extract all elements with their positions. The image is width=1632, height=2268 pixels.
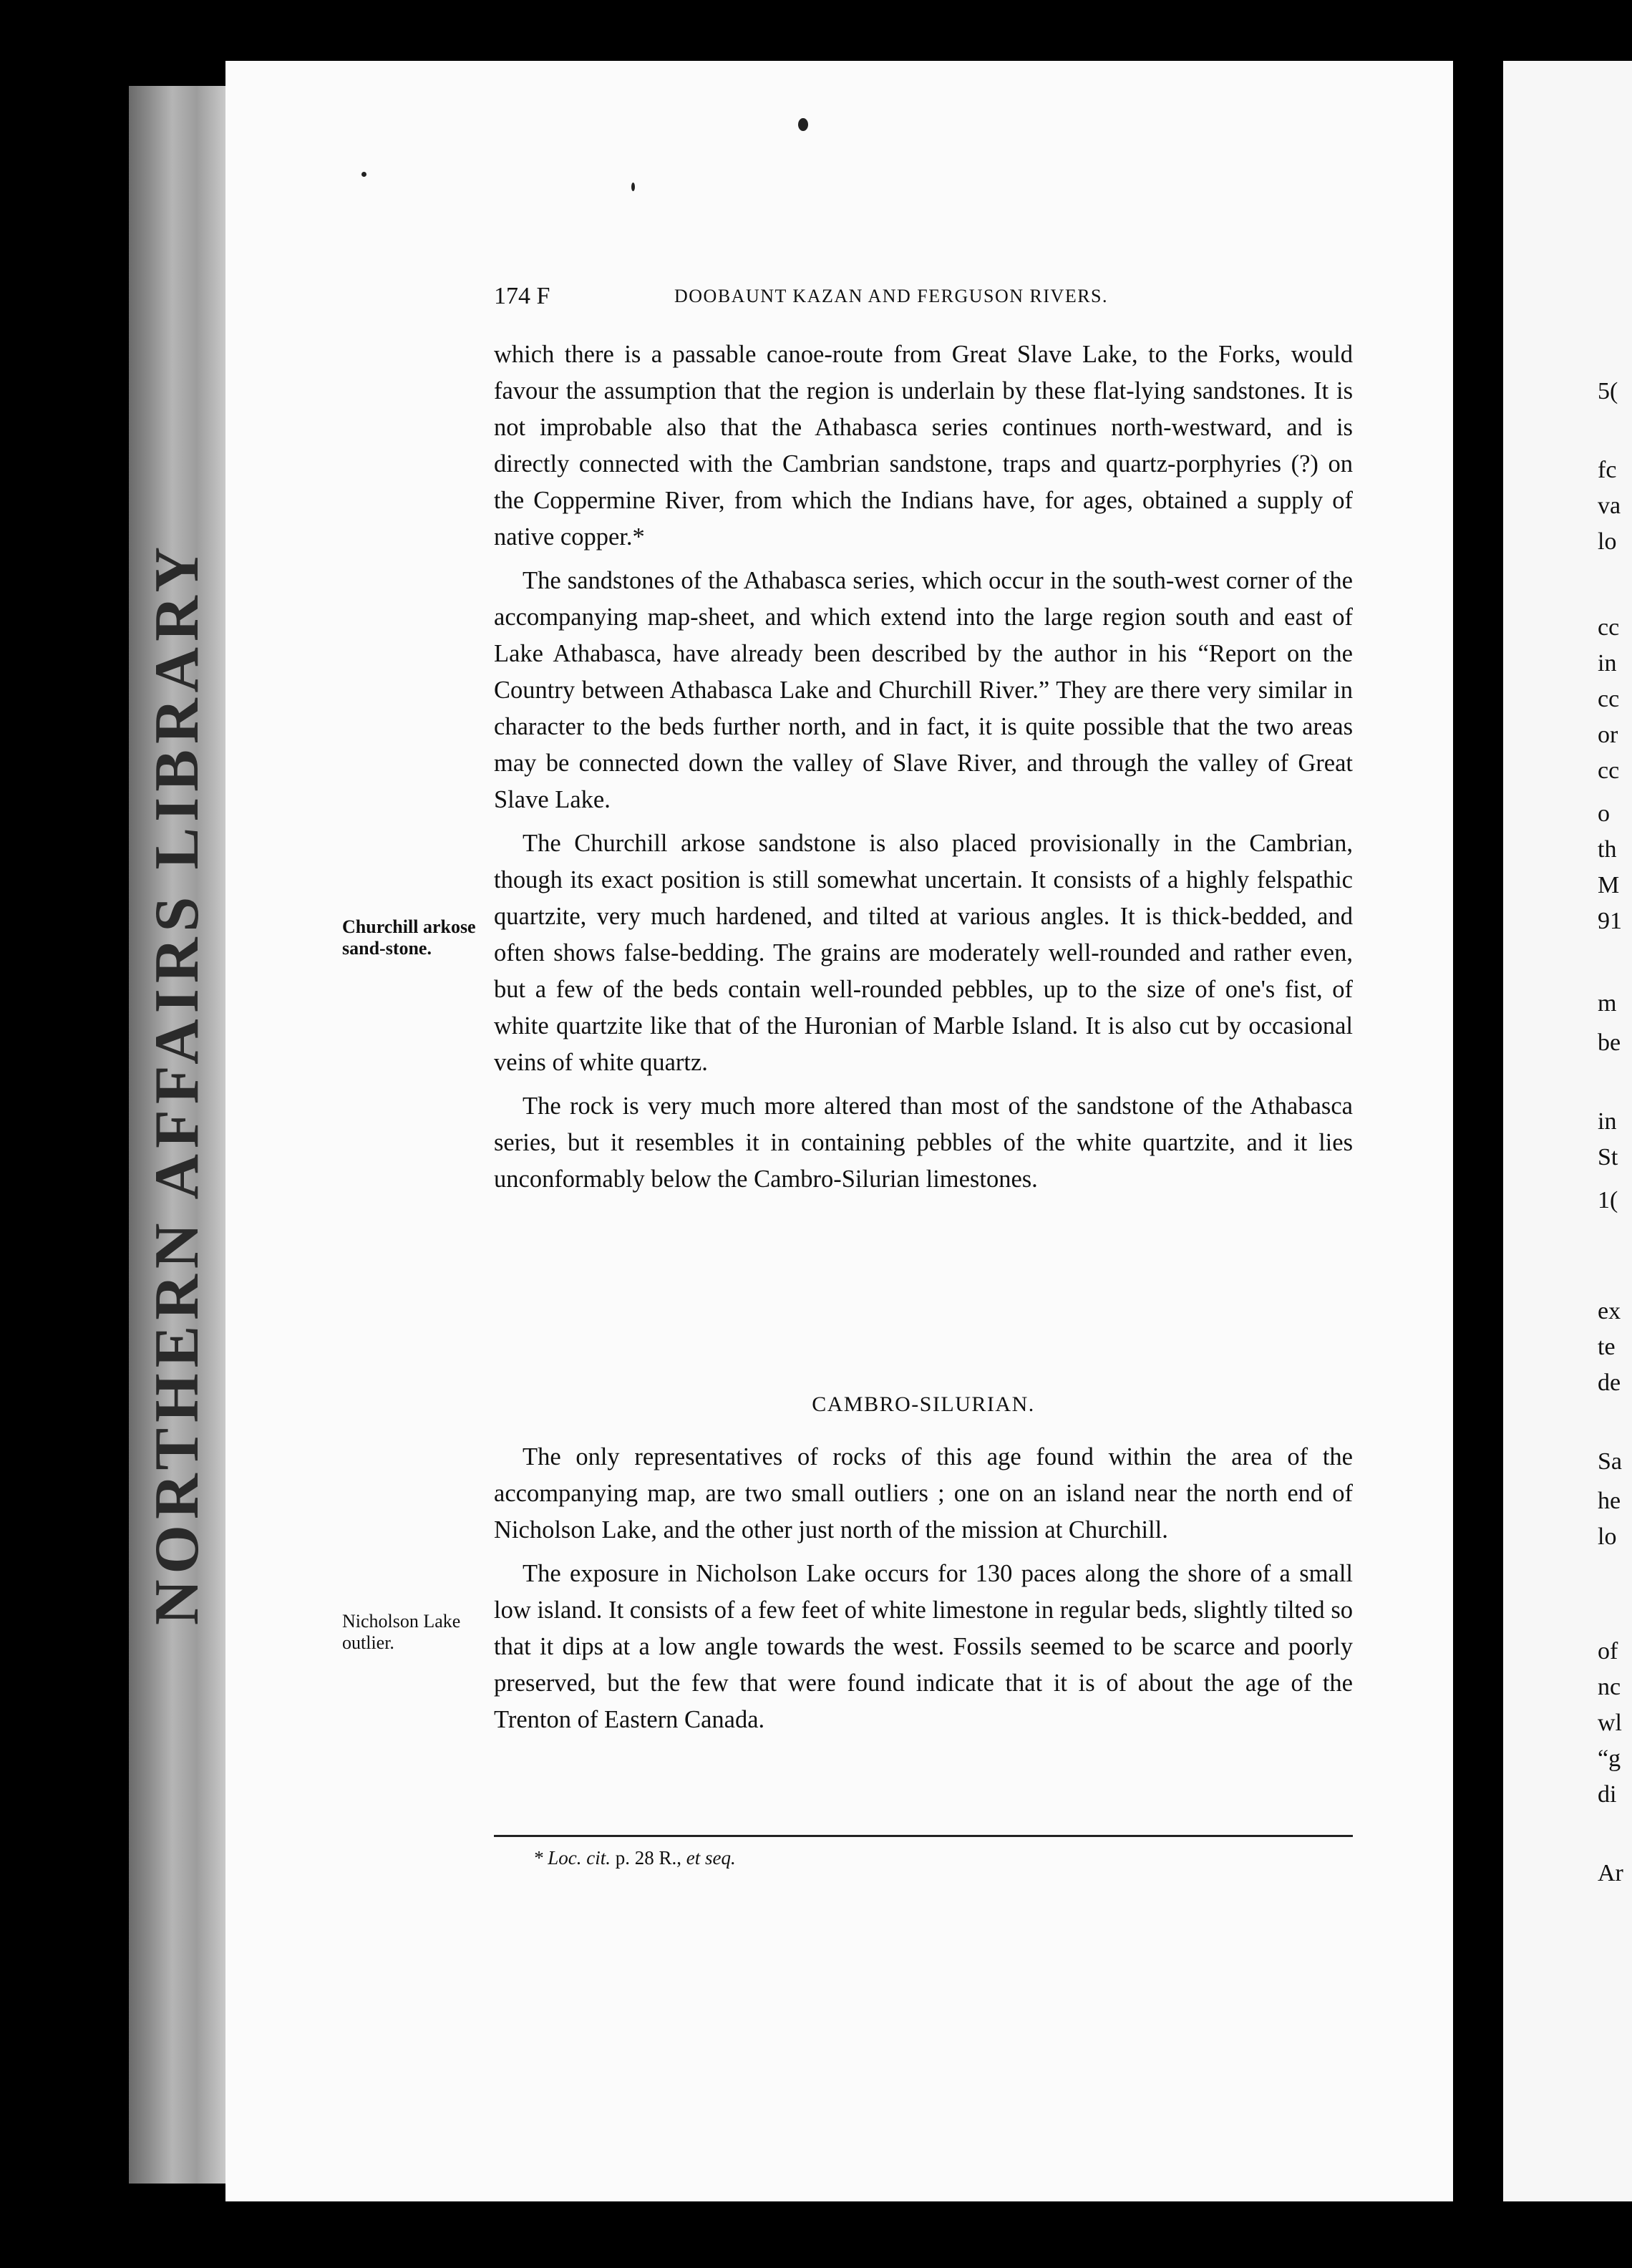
right-page-fragment: cc xyxy=(1598,686,1620,712)
running-title: DOOBAUNT KAZAN AND FERGUSON RIVERS. xyxy=(674,286,1109,306)
ink-speck xyxy=(798,118,808,131)
right-page-fragment: fc xyxy=(1598,457,1617,483)
right-page-fragment: in xyxy=(1598,650,1617,677)
paragraph-1: which there is a passable canoe-route from Great Slave Lake, to the Forks, would favour the assumption that the region is underlain by these flat-lying sandstones. It is not improbable also that the Athabasca series continues north-westward, and is directly connected with the Cambrian sandstone, traps and quartz-porphyries (?) on the Coppermine River, from which the Indians have, for ages, obtained a supply of native copper.* xyxy=(494,341,1353,551)
right-page-fragment: m xyxy=(1598,990,1617,1017)
margin-note-churchill: Churchill arkose sand-stone. xyxy=(342,916,476,959)
paragraph-6: The exposure in Nicholson Lake occurs for 130 paces along the shore of a small low island. It consists of a few feet of white limestone in regular beds, slightly tilted so that it dips at a low angle towards the west. Fossils seemed to be scarce and poorly preserved, but the few that were found indicate that it is of about the age of the Trenton of Eastern Canada. xyxy=(494,1560,1353,1733)
right-page-fragment: te xyxy=(1598,1334,1616,1360)
paragraph-3: The Churchill arkose sandstone is also placed provisionally in the Cambrian, though its exact position is still somewhat uncertain. It consists of a highly felspathic quartzite, very much hardened, and tilted at various angles. It is thick-bedded, and often shows false-bedding. The grains are moderately well-rounded and rather even, but a few of the beds contain well-rounded pebbles, up to the size of one's fist, of white quartzite like that of the Huronian of Marble Island. It is also cut by occasional veins of white quartz. xyxy=(494,830,1353,1076)
right-page-fragment: lo xyxy=(1598,528,1617,555)
right-page-fragment: th xyxy=(1598,836,1617,863)
margin-note-nicholson: Nicholson Lake outlier. xyxy=(342,1611,461,1653)
footnote-rule xyxy=(494,1835,1353,1837)
footnote-tail: et seq. xyxy=(686,1847,736,1869)
page-number: 174 F xyxy=(494,283,550,309)
right-page-fragment: cc xyxy=(1598,614,1620,641)
right-page-fragment: nc xyxy=(1598,1674,1621,1700)
right-page-fragment: of xyxy=(1598,1638,1618,1664)
paragraph-2: The sandstones of the Athabasca series, which occur in the south-west corner of the accompanying map-sheet, and which extend into the large region south and east of Lake Athabasca, have already been described by the author in his “Report on the Country between Athabasca Lake and Churchill River.” They are there very similar in character to the beds further north, and in fact, it is quite possible that the two areas may be connected down the valley of Slave River, and through the valley of Great Slave Lake. xyxy=(494,567,1353,813)
right-page-fragment: di xyxy=(1598,1781,1617,1808)
right-page-fragment: ex xyxy=(1598,1298,1621,1324)
right-page-fragment: Sa xyxy=(1598,1448,1622,1475)
paragraph-4: The rock is very much more altered than most of the sandstone of the Athabasca series, but it resembles it in containing pebbles of the white quartzite, and it lies unconformably below the Cambro-Silurian limestones. xyxy=(494,1092,1353,1193)
right-page-fragment: va xyxy=(1598,493,1621,519)
footnote-ref: * Loc. cit. xyxy=(533,1847,611,1869)
ink-speck xyxy=(361,172,366,177)
library-stamp: NORTHERN AFFAIRS LIBRARY xyxy=(142,541,212,1625)
right-page-fragment: in xyxy=(1598,1108,1617,1135)
right-page-fragment: 1( xyxy=(1598,1187,1618,1213)
right-page-fragment: “g xyxy=(1598,1745,1621,1772)
text-block-lower xyxy=(494,1439,1353,1738)
paragraph-5: The only representatives of rocks of this age found within the area of the accompanying map, are two small outliers ; one on an island near the north end of Nicholson Lake, and the other just north of the mission at Churchill. xyxy=(494,1443,1353,1544)
right-page-fragment: be xyxy=(1598,1029,1621,1056)
text-block-upper xyxy=(494,336,1353,1198)
section-heading: CAMBRO-SILURIAN. xyxy=(812,1392,1035,1416)
footnote xyxy=(533,1847,736,1869)
footnote-pages: p. 28 R., xyxy=(611,1847,686,1869)
right-page-fragment: 5( xyxy=(1598,378,1618,404)
right-page-fragment: M xyxy=(1598,872,1620,898)
right-page-fragment: 91 xyxy=(1598,908,1622,934)
right-page-fragment: o xyxy=(1598,800,1610,827)
right-page-fragment: St xyxy=(1598,1144,1618,1171)
ink-speck xyxy=(631,183,635,191)
right-page-fragment: lo xyxy=(1598,1523,1617,1550)
right-page-fragment: he xyxy=(1598,1488,1621,1514)
right-page-fragment: Ar xyxy=(1598,1860,1623,1886)
right-page-fragment: wl xyxy=(1598,1710,1622,1736)
right-page-fragment: de xyxy=(1598,1370,1621,1396)
page-header xyxy=(494,283,1353,311)
right-page-fragment: or xyxy=(1598,722,1618,748)
right-page-fragment: cc xyxy=(1598,757,1620,784)
